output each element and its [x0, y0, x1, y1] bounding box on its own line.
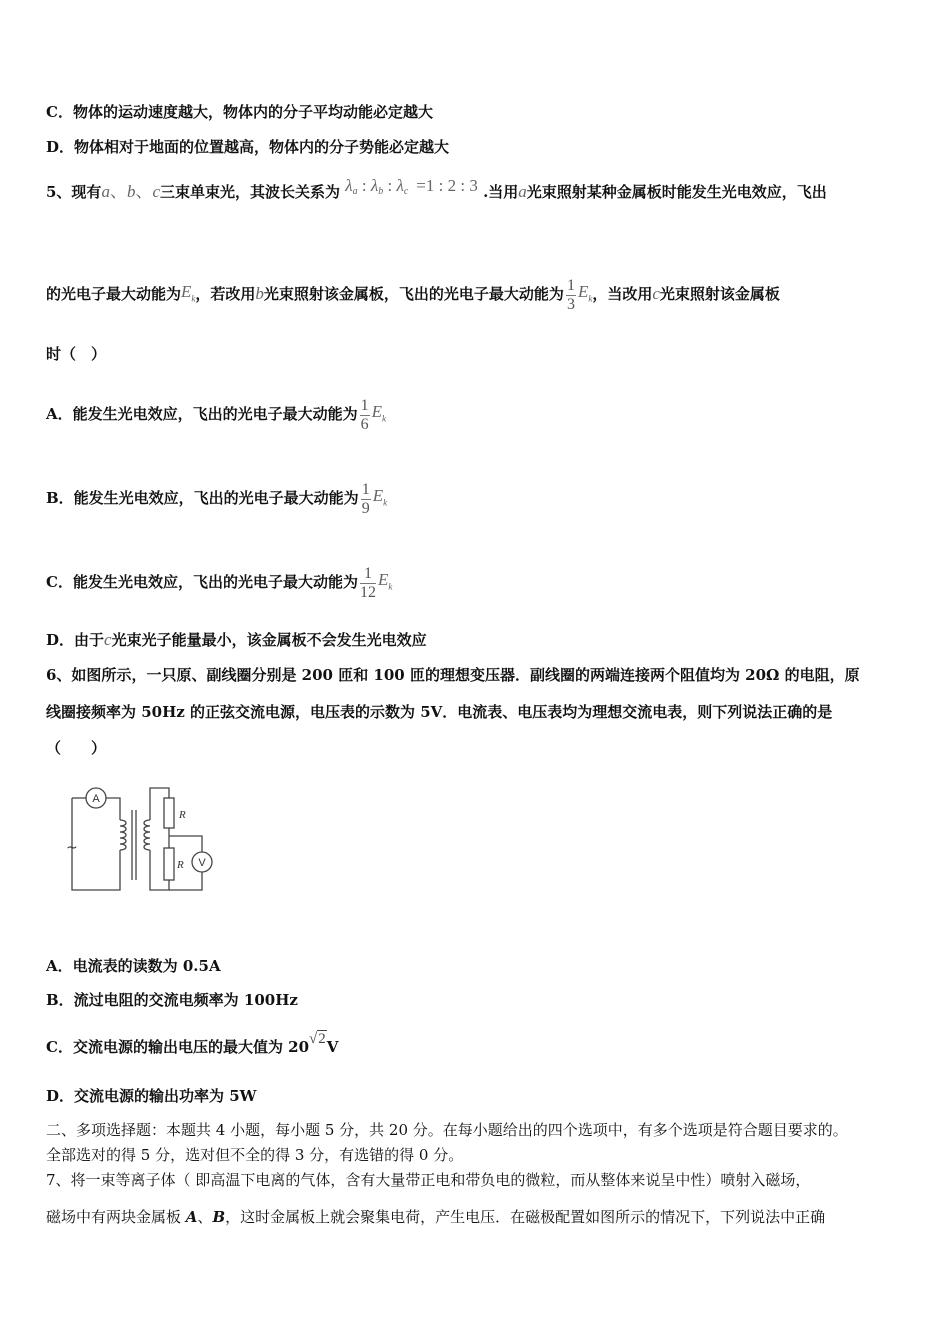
- lambda-symbol: λ: [396, 176, 404, 195]
- sep: 、: [109, 182, 127, 201]
- q5-option-b: [46, 474, 387, 524]
- q6-option-c: [46, 1031, 339, 1061]
- numerator: 1: [361, 480, 370, 498]
- denominator: 12: [359, 583, 376, 601]
- ratio-value: =1 : 2 : 3: [416, 176, 478, 195]
- transformer-circuit-figure: [64, 780, 224, 898]
- q5-intro: 5、现有: [46, 183, 102, 201]
- option-text: A．能发生光电效应，飞出的光电子最大动能为: [46, 405, 358, 424]
- denominator: 9: [361, 499, 370, 517]
- option-unit: V: [326, 1038, 339, 1056]
- ek-e: E: [371, 402, 383, 421]
- numerator: 1: [360, 396, 369, 414]
- option-text: C．能发生光电效应，飞出的光电子最大动能为: [46, 573, 358, 592]
- section2-instructions-line1: 二、多项选择题：本题共 4 小题，每小题 5 分，共 20 分。在每小题给出的四个选项中，有多个选项是符合题目要求的。: [46, 1121, 848, 1139]
- q5-option-d: [46, 630, 427, 650]
- plate-b: B: [212, 1208, 226, 1226]
- q4-option-c: C．物体的运动速度越大，物体内的分子平均动能必定越大: [46, 103, 433, 121]
- q6-option-a: A．电流表的读数为 0.5A: [46, 957, 221, 975]
- lambda-sub: a: [352, 186, 358, 197]
- q5-stem-line1: [46, 176, 827, 208]
- q6-stem-line2: 线圈接频率为 50Hz 的正弦交流电源，电压表的示数为 5V．电流表、电压表均为理想交流电表，则下列说法正确的是: [46, 703, 833, 721]
- kinetic-energy-symbol: [372, 486, 388, 508]
- sep: 、: [135, 182, 153, 201]
- ek-e: E: [181, 282, 192, 301]
- primary-coil: [120, 820, 126, 850]
- q6-option-d: D．交流电源的输出功率为 5W: [46, 1087, 257, 1105]
- fraction-one-third: [566, 277, 576, 314]
- q5-text: 光束照射该金属板: [659, 285, 780, 304]
- resistor-bottom-label: R: [177, 859, 184, 871]
- lambda-symbol: λ: [345, 176, 353, 195]
- plate-a: A: [185, 1208, 198, 1226]
- q6-stem-line3: （ ）: [46, 739, 107, 757]
- lambda-sub: b: [378, 186, 384, 197]
- q5-text: ，若改用: [195, 285, 256, 304]
- resistor-bottom: [164, 848, 174, 880]
- symbol-c: c: [152, 182, 160, 201]
- lambda-symbol: λ: [370, 176, 379, 195]
- ek-k: k: [191, 293, 196, 304]
- q7-text: ，这时金属板上就会聚集电荷，产生电压．在磁极配置如图所示的情况下，下列说法中正确: [225, 1208, 826, 1226]
- secondary-wire: [150, 788, 169, 820]
- q7-text: 磁场中有两块金属板: [46, 1208, 186, 1226]
- sep: 、: [197, 1208, 213, 1226]
- option-text: D．由于: [46, 631, 105, 649]
- option-text: C．交流电源的输出电压的最大值为 20: [46, 1038, 310, 1056]
- symbol-b: b: [126, 182, 136, 201]
- ac-source-symbol: ~: [66, 840, 78, 856]
- q5-text: 三束单束光，其波长关系为: [159, 183, 340, 201]
- q7-stem-line2: [46, 1207, 825, 1227]
- ammeter-label: A: [92, 793, 100, 805]
- q5-text: .当用: [483, 183, 519, 201]
- voltmeter-label: V: [198, 857, 206, 869]
- kinetic-energy-symbol: [377, 570, 393, 592]
- secondary-coil: [144, 820, 150, 850]
- ek-e: E: [377, 570, 389, 589]
- colon: :: [383, 176, 397, 195]
- numerator: 1: [566, 276, 575, 294]
- denominator: 6: [360, 415, 369, 433]
- resistor-top-label: R: [179, 809, 186, 821]
- ek-k: k: [388, 581, 393, 592]
- ek-e: E: [577, 282, 589, 301]
- primary-wire: [72, 798, 120, 890]
- q5-option-a: [46, 390, 386, 440]
- square-root: √2: [309, 1031, 326, 1047]
- resistor-top: [164, 798, 174, 828]
- ek-e: E: [372, 486, 384, 505]
- option-text: B．能发生光电效应，飞出的光电子最大动能为: [46, 489, 359, 508]
- option-text: 光束光子能量最小，该金属板不会发生光电效应: [111, 631, 427, 649]
- symbol-b: b: [255, 284, 264, 304]
- q5-text: 的光电子最大动能为: [46, 285, 182, 304]
- fraction: [360, 397, 370, 434]
- q4-option-d: D．物体相对于地面的位置越高，物体内的分子势能必定越大: [46, 138, 450, 156]
- colon: :: [357, 176, 371, 195]
- q5-stem-line3: 时（ ）: [46, 345, 107, 363]
- ek-k: k: [382, 413, 387, 424]
- numerator: 1: [360, 565, 376, 584]
- q6-option-b: B．流过电阻的交流电频率为 100Hz: [46, 991, 298, 1009]
- radicand: 2: [318, 1031, 326, 1047]
- symbol-a: a: [101, 182, 110, 201]
- ek-k: k: [383, 497, 388, 508]
- lambda-sub: c: [403, 186, 409, 197]
- q5-text: ，当改用: [592, 285, 653, 304]
- wavelength-ratio: [345, 177, 483, 195]
- q5-option-c: [46, 558, 392, 608]
- q7-stem-line1: 7、将一束等离子体（ 即高温下电离的气体，含有大量带正电和带负电的微粒，而从整体来说呈中性）喷射入磁场，: [46, 1171, 811, 1189]
- q5-text: 光束照射某种金属板时能发生光电效应，飞出: [526, 183, 827, 201]
- fraction: [361, 481, 371, 518]
- kinetic-energy-symbol: [371, 402, 387, 424]
- kinetic-energy-symbol: [577, 282, 593, 304]
- q6-stem-line1: 6、如图所示，一只原、副线圈分别是 200 匝和 100 匝的理想变压器．副线圈的两端连接两个阻值均为 20Ω 的电阻，原: [46, 666, 860, 684]
- symbol-c: c: [652, 284, 660, 304]
- kinetic-energy-symbol: [181, 282, 196, 304]
- symbol-a: a: [518, 182, 527, 201]
- q5-stem-line2: [46, 270, 780, 320]
- section2-instructions-line2: 全部选对的得 5 分，选对但不全的得 3 分，有选错的得 0 分。: [46, 1146, 464, 1164]
- fraction: [360, 565, 376, 602]
- denominator: 3: [566, 295, 575, 313]
- ek-k: k: [588, 293, 593, 304]
- symbol-c: c: [104, 630, 112, 649]
- q5-text: 光束照射该金属板，飞出的光电子最大动能为: [263, 285, 564, 304]
